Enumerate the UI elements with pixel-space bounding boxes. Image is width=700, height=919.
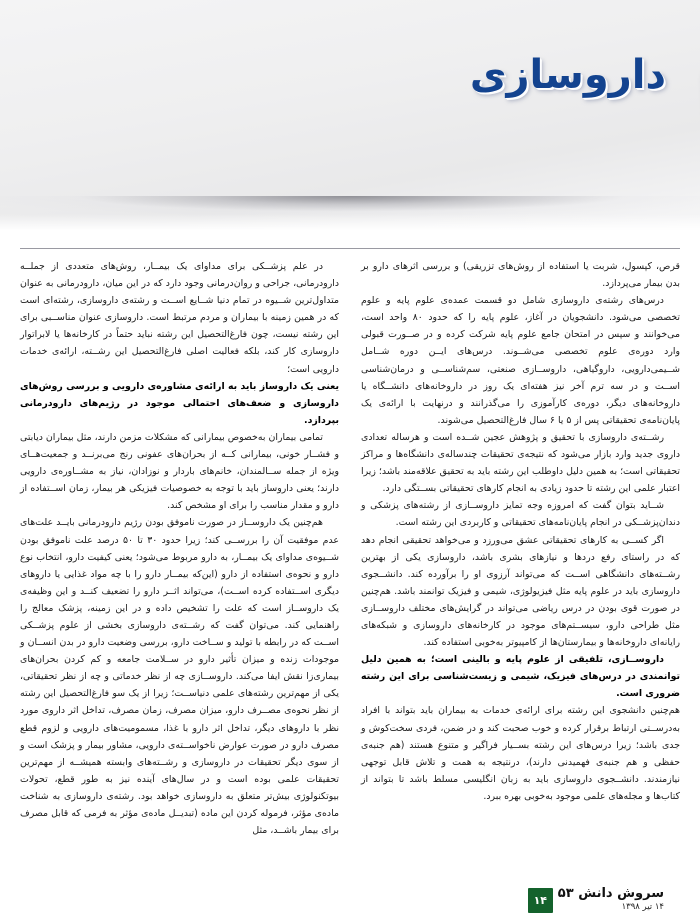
magazine-name: سروش دانش ۵۳ <box>557 886 664 902</box>
issue-date: ۱۴ تیر ۱۳۹۸ <box>621 902 664 913</box>
banner-bottom-fade <box>0 214 700 235</box>
paragraph-bold: داروســازی، تلفیقی از علوم پایه و بالینی است؛ به همین دلیل توانمندی در درس‌های فیزیک، شیمی و زیست‌شناسی برای این رشته ضروری است. <box>361 654 680 700</box>
footer-magazine-info <box>558 887 664 913</box>
paragraph: هم‌چنین یک داروســاز در صورت ناموفق بودن رژیم دارودرمانی بایــد علت‌های عدم موفقیت آن را بررســی کند؛ زیرا حدود ۳۰ تا ۵۰ درصد علت ناموفق بودن شــیوه‌ی مداوای یک بیمــار، به دارو مربوط می‌شود؛ یعنی کیفیت دارو، انتخاب نوع دارو و نحوه‌ی استفاده از دارو (این‌که بیمــار دارو را با چه مواد غذایی یا داروهای دیگری اســتفاده کرده اســت)، می‌تواند اثــر دارو را تضعیف کنــد و این وظیفه‌ی یک داروســاز است که علت را تشخیص داده و در این زمینه، پزشک معالج را راهنمایی کند. می‌توان گفت که رشــته‌ی داروسازی بخشی از علوم پزشــکی اســت که در رابطه با تولید و ســاخت دارو، بررسی وضعیت دارو در بدن انســان و موجودات زنده و میزان تأثیر دارو در ســلامت جامعه و کم کردن بحران‌های بیماری‌زا نقش ایفا می‌کند. داروســازی چه از نظر خدماتی و چه از نظر تحقیقاتی، یکی از مهم‌ترین رشته‌های علمی دنیاســت؛ زیرا از یک سو فارغ‌التحصیل این رشته از نظر نحوه‌ی مصــرف دارو، میزان مصرف، زمان مصرف، تداخل اثر داروی مورد نظر با داروهای دیگر، تداخل اثر دارو با غذا، مسمومیت‌های دارویی و لزوم قطع مصرف دارو در صورت عوارض ناخواســته‌ی دارویی، مشاور بیمار و پزشک است و از سوی دیگر تحقیقات در داروسازی و رشــته‌های وابسته همیشــه از مهم‌ترین تحقیقات علمی بوده است و در سال‌های آینده نیز به طور قطع، تحولات بیوتکنولوژی بیش‌تر متعلق به داروسازی خواهد بود. رشته‌ی داروسازی به شناخت ماده‌ی مؤثر، فرموله کردن این ماده (تبدیــل ماده‌ی مؤثر به فرمی که قابل مصرف برای بیمار باشــد، مثل <box>20 517 339 837</box>
page-number-badge: ۱۴ <box>528 888 553 913</box>
article-column-right <box>20 258 339 878</box>
page-header-banner <box>0 0 700 235</box>
paragraph: قرص، کپسول، شربت یا استفاده از روش‌های تزریقی) و بررسی اثرهای دارو بر بدن بیمار می‌پردازد. <box>361 261 680 290</box>
paragraph: رشــته‌ی داروسازی با تحقیق و پژوهش عجین شــده است و هرساله تعدادی داروی جدید وارد بازار می‌شود که نتیجه‌ی تحقیقات چندساله‌ی دانشگاه‌ها و مراکز تحقیقاتی است؛ به همین دلیل داوطلب این رشته باید به تحقیق علاقه‌مند باشد؛ زیرا اعتبار علمی این رشته تا حدود زیادی به انجام کارهای تحقیقاتی بســتگی دارد. <box>361 431 680 495</box>
header-divider-rule <box>20 248 680 249</box>
paragraph: اگر کســی به کارهای تحقیقاتی عشق می‌ورزد و می‌خواهد تحقیقی انجام دهد که در راستای رفع دردها و نیازهای بشری باشد، داروسازی یکی از بهترین رشــته‌های دانشگاهی اســت که می‌تواند آرزوی او را برآورده کند. دانشــجوی داروسازی باید در علوم پایه مثل فیزیولوژی، شیمی و فیزیک توانمند باشد. هم‌چنین در صورت قوی بودن در درس ریاضی می‌تواند در گرایش‌های مختلف داروســازی مثل طراحی دارو، سیســتم‌های موجود در کارخانه‌های داروسازی و شبکه‌های رایانه‌ای داروخانه‌ها و بیمارستان‌ها از کامپیوتر به‌خوبی استفاده کند. <box>361 534 680 649</box>
paragraph: درس‌های رشته‌ی داروسازی شامل دو قسمت عمده‌ی علوم پایه و علوم تخصصی می‌شود. دانشجویان در آغاز، علوم پایه را که حدود ۸۰ واحد است، می‌خوانند و سپس در امتحان جامع علوم پایه شرکت کرده و در صــورت قبولی وارد دوره‌ی علوم تخصصی می‌شــوند. درس‌های ایــن دوره شــامل شــیمی‌دارویی، داروگیاهی، داروســازی صنعتی، سم‌شناســی و درمان‌شناسی اســت و در سه ترم آخر نیز هفته‌ای یک روز در داروخانه‌های دانشــگاه یا داروخانه‌های دیگر، دوره‌ی کارآموزی را می‌گذرانند و درنهایت با ارائه‌ی یک پایان‌نامه‌ی تحقیقاتی پس از ۵ یا ۶ سال فارغ‌التحصیل می‌شوند. <box>361 295 681 426</box>
paragraph: شــاید بتوان گفت که امروزه وجه تمایز داروســازی از رشته‌های پزشکی و دندان‌پزشــکی در انجام پایان‌نامه‌های تحقیقاتی و کاربردی این رشته است. <box>361 500 680 529</box>
paragraph: هم‌چنین دانشجوی این رشته برای ارائه‌ی خدمات به بیماران باید بتواند با افراد به‌درســتی ارتباط برقرار کرده و خوب صحبت کند و در ضمن، فردی سخت‌کوش و جدی باشد؛ زیرا درس‌های این رشته بســیار فراگیر و متنوع هستند (هم جنبه‌ی حفظی و هم جنبه‌ی فهمیدنی دارند)، درنتیجه به همت و تلاش قابل توجهی نیازمندند. دانشــجوی داروسازی باید به زبان انگلیسی مسلط باشد تا بتواند از کتاب‌ها و مجله‌های علمی موجود به‌خوبی بهره ببرد. <box>361 705 680 802</box>
article-column-left <box>361 258 680 878</box>
paragraph: در علم پزشــکی برای مداوای یک بیمــار، روش‌های متعددی از جملــه دارودرمانی، جراحی و روان‌درمانی وجود دارد که در این میان، دارودرمانی به عنوان متداول‌ترین شــیوه در تمام دنیا شــایع اســت و رشته‌ی داروسازی، رشته‌ای است که در همین زمینه با بیماران و مردم مرتبط است. داروسازی عنوان مناســبی برای این رشته نیست، چون فارغ‌التحصیل این رشته نباید حتماً در کارخانه‌ها یا لابراتوار داروسازی کار کند، بلکه فعالیت اصلی فارغ‌التحصیل این رشــته، ارائه‌ی خدمات دارویی است؛ <box>20 261 339 375</box>
page-footer <box>528 887 664 913</box>
paragraph-bold: یعنی یک داروساز باید به ارائه‌ی مشاوره‌ی دارویی و بررسی روش‌های داروسازی و ضعف‌های احتمالی موجود در رژیم‌های دارودرمانی بپردازد. <box>20 380 339 426</box>
article-body <box>20 258 680 878</box>
page-title: داروسازی <box>469 52 666 98</box>
paragraph: تمامی بیماران به‌خصوص بیمارانی که مشکلات مزمن دارند، مثل بیماران دیابتی و فشــار خونی، بیمارانی کــه از بحران‌های عفونی رنج می‌برنــد و جمعیت‌هــای ویژه از جمله ســالمندان، خانم‌های باردار و نوزادان، نیاز به مشــاوره‌ی دارویی دارند؛ یعنی داروساز باید با توجه به خصوصیات فیزیکی هر بیمار، زمان اســتفاده از دارو و مقدار مناسب را برای او مشخص کند. <box>20 431 339 512</box>
